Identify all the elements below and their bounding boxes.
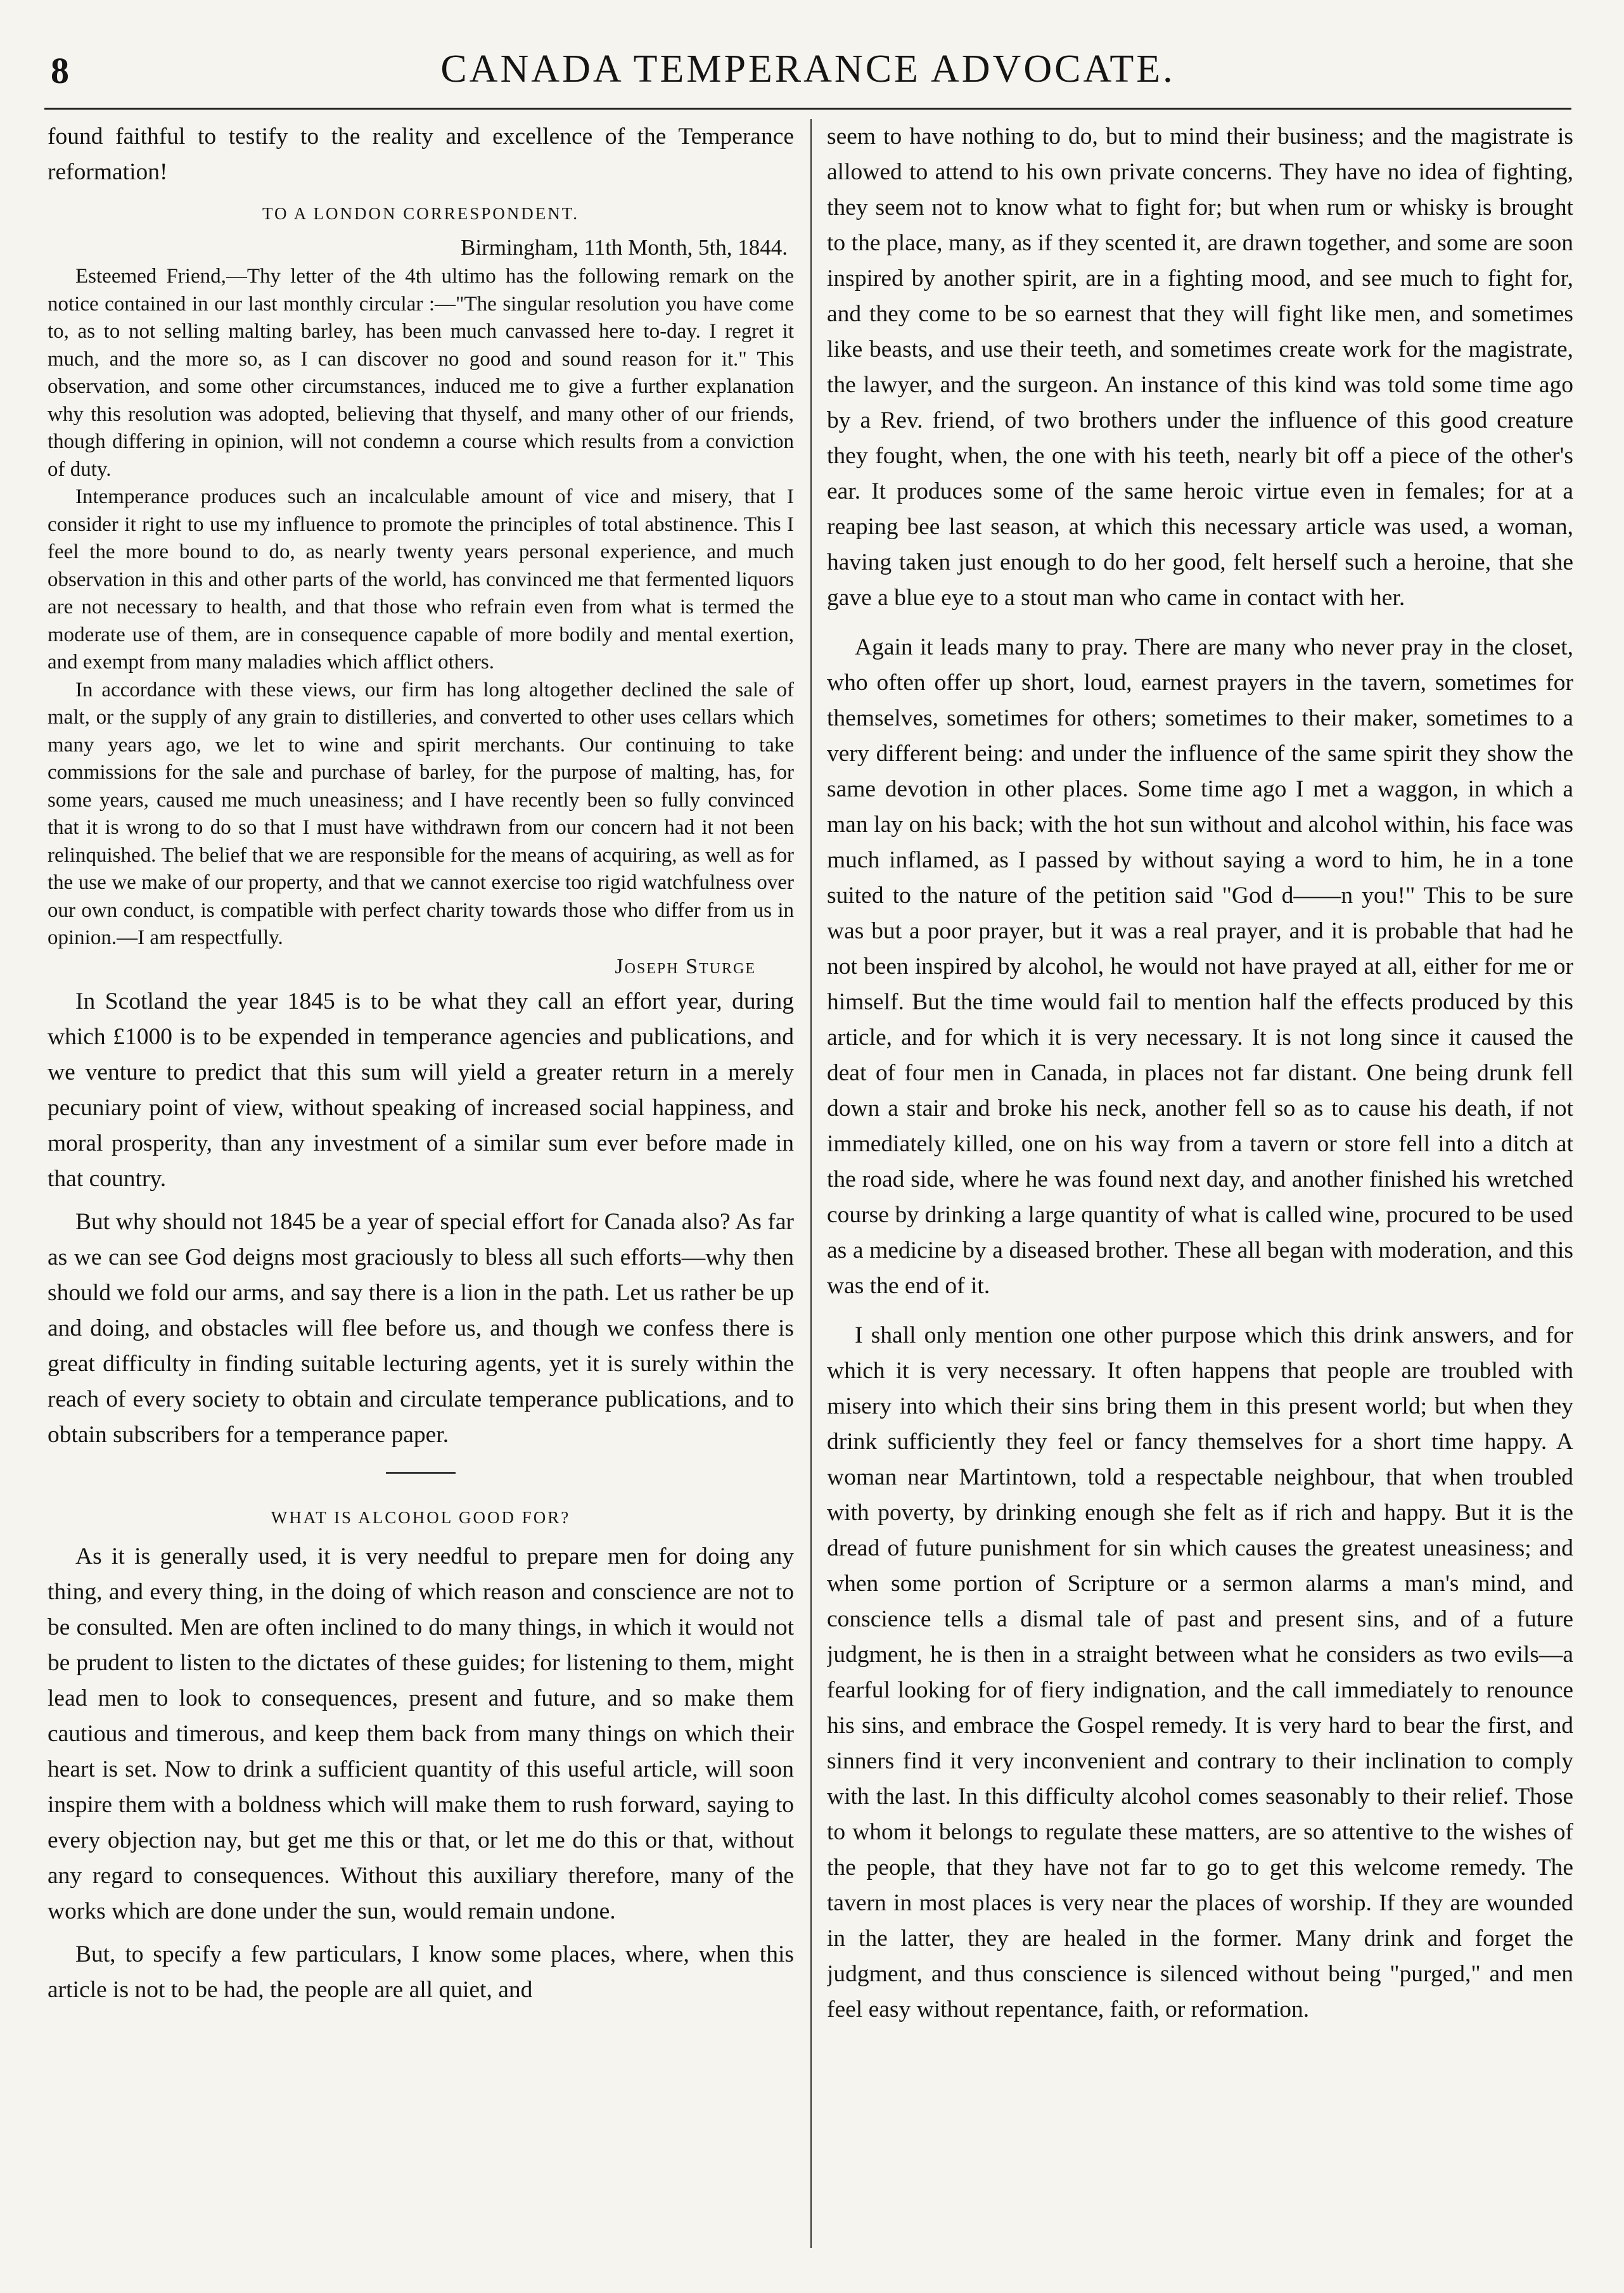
alcohol-heading: WHAT IS ALCOHOL GOOD FOR? xyxy=(271,1507,571,1527)
column-divider xyxy=(810,119,812,2248)
alcohol-paragraph-2: But, to specify a few particulars, I know some places, where, when this article is not to be had, the people are all quiet, and xyxy=(48,1941,794,2003)
letter-paragraph-3: In accordance with these views, our firm has long altogether declined the sale of malt, or the supply of any grain to distilleries, and converted to other uses cellars which many years ago, we let to wine and spirit merchants. Our continuing to take commissions for the sale and purchase of barley, for the purpose of malting, has, for some years, caused me much uneasiness; and I have recently been so fully convinced that it is wrong to do so that I must have withdrawn from our concern had it not been relinquished. The belief that we are responsible for the means of acquiring, as well as for the use we make of our property, and that we cannot exercise too rigid watchfulness over our own conduct, is compatible with perfect charity towards those who differ from us in opinion.—I am respectfully. xyxy=(48,678,794,949)
page-title: CANADA TEMPERANCE ADVOCATE. xyxy=(440,48,1175,91)
section-divider xyxy=(386,1472,456,1474)
letter-signature: Joseph Sturge xyxy=(615,954,756,978)
canada-paragraph: But why should not 1845 be a year of special effort for Canada also? As far as we can see God deigns most graciously to bless all such efforts—why then should we fold our arms, and say there is a lion in the path. Let us rather be up and doing, and obstacles will flee before us, and though we confess there is great difficulty in finding suitable lecturing agents, yet it is surely within the reach of every society to obtain and circulate temperance publications, and to obtain subscribers for a temperance paper. xyxy=(48,1208,794,1448)
fighting-paragraph: seem to have nothing to do, but to mind their business; and the magistrate is allowed to attend to his own private concerns. They have no idea of fighting, they seem not to know what to fight for; but when rum or whisky is brought to the place, many, as if they scented it, are drawn together, and some are soon inspired by another spirit, are in a fighting mood, and see much to fight for, and they come to be so earnest that they will fight like men, and sometimes like beasts, and use their teeth, and sometimes create work for the magistrate, the lawyer, and the surgeon. An instance of this kind was told some time ago by a Rev. friend, of two brothers under the influence of this good creature they fought, when, the one with his teeth, nearly bit off a piece of the other's ear. It produces some of the same heroic virtue even in females; for at a reaping bee last season, at which this necessary article was used, a woman, having taken just enough to do her good, felt herself such a heroine, that she gave a blue eye to a stout man who came in contact with her. xyxy=(827,124,1573,611)
alcohol-paragraph-1: As it is generally used, it is very needful to prepare men for doing any thing, and every thing, in the doing of which reason and conscience are not to be consulted. Men are often inclined to do many things, in which it would not be prudent to listen to the dictates of these guides; for listening to them, might lead men to look to consequences, present and future, and so make them cautious and timerous, and keep them back from many things on which their heart is set. Now to drink a sufficient quantity of this useful article, will soon inspire them with a boldness which will make them to rush forward, saying to every objection nay, but get me this or that, or let me do this or that, without any regard to consequences. Without this auxiliary therefore, many of the works which are done under the sun, would remain undone. xyxy=(48,1543,794,1924)
letter-paragraph-2: Intemperance produces such an incalculable amount of vice and misery, that I consider it right to use my influence to promote the principles of total abstinence. This I feel the more bound to do, as nearly twenty years personal experience, and much observation in this and other parts of the world, has convinced me that fermented liquors are not necessary to health, and that those who refrain even from what is termed the moderate use of them, are in consequence capable of more bodily and mental exertion, and exempt from many maladies which afflict others. xyxy=(48,485,794,674)
scotland-paragraph: In Scotland the year 1845 is to be what they call an effort year, during which £1000 is to be expended in temperance agencies and publications, and we venture to predict that this sum will yield a greater return in a merely pecuniary point of view, without speaking of increased social happiness, and moral prosperity, than any investment of a similar sum ever before made in that country. xyxy=(48,988,794,1192)
letter-paragraph-1: Esteemed Friend,—Thy letter of the 4th ultimo has the following remark on the notice contained in our last monthly circular :—"The singular resolution you have come to, as to not selling malting barley, has been much canvassed here to-day. I regret it much, and the more so, as I can discover no good and sound reason for it." This observation, and some other circumstances, induced me to give a further explanation why this resolution was adopted, believing that thyself, and many other of our friends, though differing in opinion, will not condemn a course which results from a conviction of duty. xyxy=(48,265,794,481)
prayer-paragraph: Again it leads many to pray. There are many who never pray in the closet, who often offer up short, loud, earnest prayers in the tavern, sometimes for themselves, sometimes for others; sometimes to their maker, sometimes to a very different being: and under the influence of the same spirit they show the same devotion in other places. Some time ago I met a waggon, in which a man lay on his back; with the hot sun without and alcohol within, his face was much inflamed, as I passed by without saying a word to him, he in a tone suited to the nature of the petition said "God d——n you!" This to be sure was but a poor prayer, but it was a real prayer, and it is probable that had he not been inspired by alcohol, he would not have prayed at all, either for me or himself. But the time would fail to mention half the effects produced by this article, and for which it is very necessary. It is not long since it caused the deat of four men in Canada, in places not far distant. One being drunk fell down a stair and broke his neck, another fell so as to cause his death, if not immediately killed, one on his way from a tavern or store fell into a ditch at the road side, where he was found next day, and another finished his wretched course by drinking a large quantity of what is called wine, procured to be used as a medicine by a diseased brother. These all began with moderation, and this was the end of it. xyxy=(827,634,1573,1299)
letter-heading: TO A LONDON CORRESPONDENT. xyxy=(262,204,580,223)
page-header xyxy=(44,38,1571,110)
conscience-paragraph: I shall only mention one other purpose which this drink answers, and for which it is very necessary. It often happens that people are troubled with misery into which their sins bring them in this present world; but when they drink sufficiently they feel or fancy themselves for a short time happy. A woman near Martintown, told a respectable neighbour, that when troubled with poverty, by drinking enough she felt as if rich and happy. But it is the dread of future punishment for sin which causes the greatest uneasiness; and when some portion of Scripture or a sermon alarms a man's mind, and conscience tells a dismal tale of past and present sins, and of a future judgment, he is then in a straight between what he considers as two evils—a fearful looking for of fiery indignation, and the call immediately to renounce his sins, and embrace the Gospel remedy. It is very hard to bear the first, and sinners find it very inconvenient and contrary to their inclination to comply with the last. In this difficulty alcohol comes seasonably to their relief. Those to whom it belongs to regulate these matters, are so attentive to the wishes of the people, that they have not far to go to get this welcome remedy. The tavern in most places is very near the places of worship. If they are wounded in the latter, they are healed in the former. Many drink and forget the judgment, and thus conscience is silenced without being "purged," and men feel easy without repentance, faith, or reformation. xyxy=(827,1322,1573,2022)
continued-paragraph: found faithful to testify to the reality and excellence of the Temperance reformation! xyxy=(48,124,794,185)
page-number: 8 xyxy=(51,50,69,91)
letter-dateline: Birmingham, 11th Month, 5th, 1844. xyxy=(461,235,788,260)
right-column xyxy=(827,119,1573,2267)
left-column xyxy=(48,119,794,2267)
